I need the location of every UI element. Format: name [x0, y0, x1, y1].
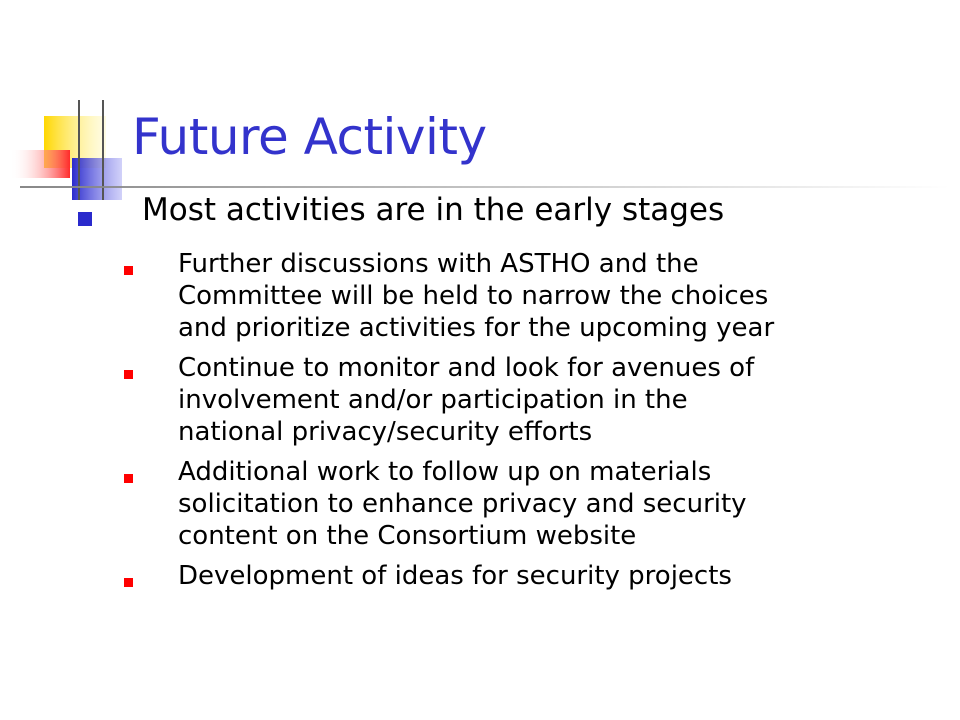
corner-decoration-graphic: [0, 0, 960, 200]
level1-bullet-icon: [78, 212, 92, 226]
list-item-text: Development of ideas for security projects: [178, 561, 732, 591]
list-item: [0, 456, 960, 552]
list-item-text: Additional work to follow up on materials solicitation to enhance privacy and security content on the Consortium website: [178, 457, 747, 551]
list-item: [0, 248, 960, 344]
red-square-bullet-icon: [124, 474, 133, 483]
sub-bullet-list: [0, 248, 960, 600]
red-square-bullet-icon: [124, 370, 133, 379]
list-item: [0, 352, 960, 448]
red-block: [10, 150, 70, 178]
vertical-line-1: [78, 100, 80, 200]
red-square-bullet-icon: [124, 578, 133, 587]
list-item-text: Continue to monitor and look for avenues of involvement and/or participation in the national privacy/security efforts: [178, 353, 755, 447]
level1-text: Most activities are in the early stages: [142, 192, 725, 228]
list-item: [0, 560, 960, 592]
red-square-bullet-icon: [124, 266, 133, 275]
list-item-text: Further discussions with ASTHO and the Committee will be held to narrow the choices and prioritize activities for the upcoming year: [178, 249, 775, 343]
slide-title: Future Activity: [132, 108, 487, 166]
horizontal-line: [20, 186, 950, 188]
vertical-line-2: [102, 100, 104, 200]
